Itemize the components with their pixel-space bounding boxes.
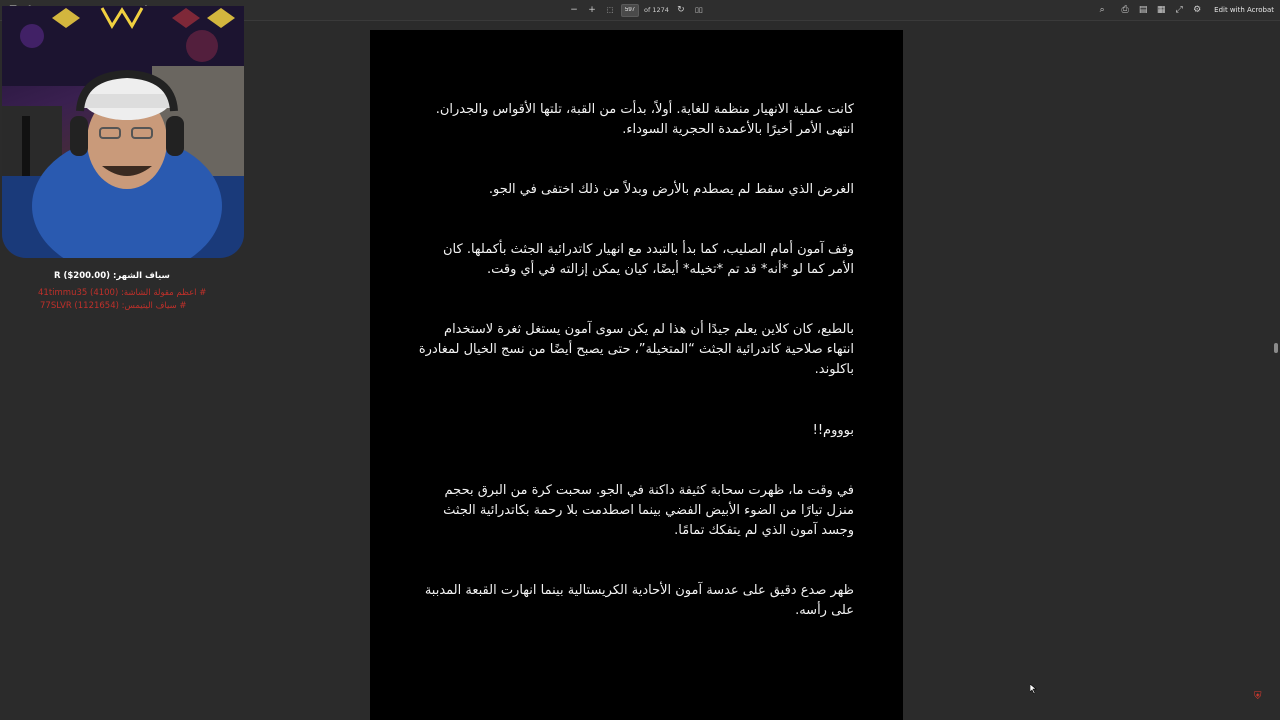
overlay-donor-line-2: # سياف اليتيمس: (1121654) 77SLVR bbox=[40, 301, 187, 311]
paragraph-5: بوووم!! bbox=[812, 423, 854, 438]
print-icon[interactable]: ⎙ bbox=[1121, 5, 1129, 15]
streamer-illustration bbox=[2, 6, 244, 258]
fullscreen-icon[interactable]: ⤢ bbox=[1175, 5, 1183, 15]
page-number-input[interactable] bbox=[621, 4, 639, 17]
paragraph-6: في وقت ما، ظهرت سحابة كثيفة داكنة في الجو. سحبت كرة من البرق بحجم منزل تيارًا من الضوء الأبيض الفضي بينما اصطدمت بلا رحمة بكاتدرائية الجثث وجسد آمون الذي لم يتفكك تمامًا. bbox=[443, 483, 854, 538]
mouse-cursor-icon bbox=[1030, 684, 1038, 694]
pdf-page bbox=[370, 30, 903, 720]
page-total: of 1274 bbox=[644, 6, 669, 14]
paragraph-7: ظهر صدع دقيق على عدسة آمون الأحادية الكريستالية بينما انهارت القبعة المدببة على رأسه. bbox=[424, 583, 854, 618]
overlay-top-donor: سياف الشهر: R ($200.00) bbox=[54, 271, 170, 281]
rotate-icon[interactable]: ↻ bbox=[677, 5, 685, 15]
save-as-icon[interactable]: ▦ bbox=[1156, 5, 1166, 15]
scrollbar-thumb[interactable] bbox=[1274, 343, 1278, 353]
toolbar-right-group bbox=[1093, 3, 1274, 17]
save-icon[interactable]: ▤ bbox=[1138, 5, 1148, 15]
paragraph-1: كانت عملية الانهيار منظمة للغاية. أولاً، بدأت من القبة، تلتها الأقواس والجدران. انتهى الأمر أخيرًا بالأعمدة الحجرية السوداء. bbox=[435, 102, 854, 137]
webcam-feed bbox=[2, 6, 244, 258]
page-view-icon[interactable]: ▯▯ bbox=[695, 6, 703, 14]
page-navigation bbox=[565, 3, 708, 17]
crown-logo bbox=[52, 6, 242, 32]
edit-with-acrobat-button[interactable]: Edit with Acrobat bbox=[1214, 6, 1274, 14]
settings-gear-icon[interactable]: ⚙ bbox=[1193, 5, 1202, 15]
overlay-donor-line-1: # اعظم مقولة الشاشة: (4100) 41timmu35 bbox=[38, 288, 207, 298]
zoom-in-icon[interactable]: + bbox=[588, 5, 596, 15]
acrobat-icon[interactable]: ⛨ bbox=[1254, 691, 1262, 702]
paragraph-3: وقف آمون أمام الصليب، كما بدأ بالتبدد مع انهيار كاتدرائية الجثث بأكملها. كان الأمر كما لو *أنه* قد تم *تخيله* أيضًا، كيان يمكن إزالته في أي وقت. bbox=[443, 242, 854, 277]
paragraph-2: الغرض الذي سقط لم يصطدم بالأرض وبدلاً من ذلك اختفى في الجو. bbox=[488, 182, 854, 197]
zoom-out-icon[interactable]: − bbox=[570, 5, 578, 15]
search-icon[interactable]: ⌕ bbox=[1099, 5, 1105, 15]
fit-page-icon[interactable]: ⬚ bbox=[606, 6, 614, 14]
paragraph-4: بالطبع، كان كلاين يعلم جيدًا أن هذا لم يكن سوى آمون يستغل ثغرة لاستخدام انتهاء صلاحية كاتدرائية الجثث “المتخيلة”، حتى يصبح أيضًا من نسج الخيال لمغادرة باكلوند. bbox=[418, 322, 854, 377]
